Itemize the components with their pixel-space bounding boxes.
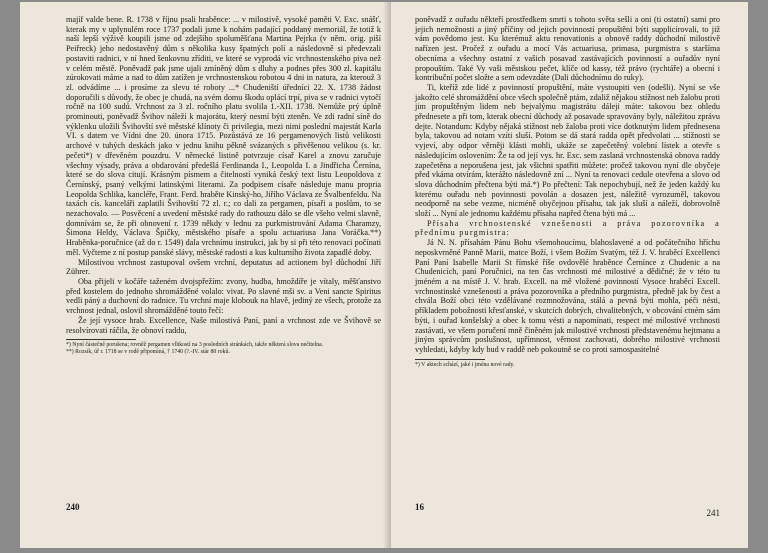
left-paragraph-1: majíf valde bene. R. 1738 v říjnu psali hraběnce: ... v milostivě, vysoké paměti V. Exc. snášť, kterak my v uplynulém roce 1737 podali jsme k nohám padající poddaný memoriál, že totiž k naší lepší výživě koupili jsme od zdejšího spoluměšťana Martina Pejrka (v něm. orig. piší Peiřreck) jeho nedostavěný dům s několika kusy špatných polí a následovně si předevzali postaviti radnici, v ní hned šenkovnu zříditi, ve které se vyprodá víc vrchnostenského piva než v celém městě. Poněvadž pak jsme ujali zmíněný dům s dluhy a podnes přes 300 zl. kapitálu zúrokovati máme a nad to dům zatížen je vrchnostenskou robotou 4 dni in natura, za kterouž 3 zl. odvádíme ... i prosíme za slevu té roboty ...* Chudeniští úředníci 22. X. 1738 žádost doporučili s důvody, že obec je chudá, na svém domu škodu oplácí trpí, piva se v radnici vytočí ročně na 100 sudů. Vrchnost za 3 zl. ročního platu svolila 1.-XII. 1738. Nemůže prý úplně prominouti, poněvadž Švihov náleží k majorátu, který nesmí býti zteněn. Ve zdi radní síně do výklenku uložili Švihovští své městské klínoty či privilegia, mezi nimi poslední majestát Karla VI. s datem ve Vídni dne 20. února 1715. Pozůstává ze 16 pergamenových listů velikosti archové v tuhých deskách jako v jednu knihu pěkně svázaných s přivěšenou velikou (s. kr. pečetí*) v dřevěném pouzdru. V německé listině potvrzuje císař Karel a znovu zaručuje všechny výsady, práva a obdarování předešlá Ferdinanda I., Leopolda I. a Jindřicha Černína, které se do slova citují. Krásným písmem a čitelností vyniká český text listu Leopoldova z Černínský, psaný velkými latinskými literami. Za podpisem císaře následuje manu propria Leopolda Schlika, kancléře, Frant. Ferd. hraběte Kinský-ho, Jiřího Václava ze Švalbenfeldu. Na taxách cís. kanceláři zaplatili Švihovští 72 zl. r.; co dali za pergamen, písaři a poslům, to se nezachovalo. — Posvěcení a uvedení městské rady do rathouzu dálo se dle všeho velmi slavně, domnívám se, že při obnovení r. 1739 někdy v lednu za purkmistrování Adama Charamzy, Šimona Heldy, Václava Špičky, městského písaře a spolu actuariusa Jana Voráčka.**) Hraběnka-poručnice (až do r. 1549) dala vrchnímu instrukci, jak by si při této renovaci počínati měl. Vyčteme z ní postup panské slávy, městské radosti a kus kulturního života zapadlé doby. — [66, 15, 381, 257]
right-footnote-rule — [415, 359, 485, 360]
left-paragraph-2: Milostivou vrchnost zastupoval ovšem vrchní, deputatus ad actionem byl důchodní Jiří Zührer. — [66, 257, 381, 277]
right-paragraph-2: Ti, kteříž zde lidé z povinností propuštění, máte vystoupiti ven (odešli). Nyní se vše jakožto celé shromáždění obce všech společně ptám, zdaliž nějakou stížnost neb žalobu proti jim propuštěným lidem neb bejvalýmu magistrátu dáleji máte: takovou bez ohledu přednesete a při tom, kterak obecní důchody až posavade spravovány byly, náležitou zprávu dejte. Notandum: Kdyby nějaká stížnost neb žaloba proti více dotknutým lidem přednesena byla, takovou ad notam vzíti sluší. Potom se dá stará radda opět předvolati ... stížnosti se vyjeví, aby odpor věrněji klásti mohli, ukáže se zapečetěný volební lístek a otevře s následujícím oslovením: Že ta od její vys. hr. Exc. sem zaslaná vrchnostenská obnova raddy zapečetěna a neporušena jest, jak všichni spatřiti můžete: pročež takovou nyní dle obyčeje před vkáma otvírám, kterážto následovně zní ... Nyní ta renovaci cedule otevřena a slovo od slova důchodním přečtena býti má.*) Po přečtení: Tak nepochybují, než že jeden každý ku kterému ouřadu neb povinnosti povolán a dosazen jest, náležitě vyrozuměl, takovou neodporně na sebe vezme, nicméně obyčejnou přísahu, tak jak sluší a náleží, dobrovolně složí ... Nyní ale jednomu každému přísaha napřed čtena býti má ... — [415, 82, 720, 219]
right-paragraph-3: Přísaha vrchnostenské vznešenosti a práva pozorovníka a přednímu purgmistra: — [415, 218, 720, 238]
right-body-text — [415, 15, 720, 355]
left-footnote-2: **) Rozsík, úř r. 1718 se v rodě připomíná, † 1740 (?.-IV. stár 80 roků. — [66, 349, 230, 356]
left-footnote-rule — [66, 339, 136, 340]
left-page — [20, 2, 391, 548]
left-footnote-1: *) Nyní částečně porušena; rovněž pergamen vlhkostí na 3 posledních stránkách, takže některá slova nečitelna. — [66, 342, 324, 349]
left-page-number: 240 — [66, 502, 80, 512]
left-body-text — [66, 15, 381, 335]
right-paragraph-4: Já N. N. přísahám Pánu Bohu všemohoucímu, blahoslavené a od počátečního hříchu neposkvrněné Panně Marii, matce Boží, i všem Božím Svatým, též J. V. hraběcí Excellenci Paní Paní Isabelle Marii St římské říše ovdovělé hraběnce Černínce z Chudenic a na Chudenicích, paní Poručnici, na ten čas vrchnosti mé milostivé a dědičné; že v této tu jméném a na místě J. V. hrab. Excell. na mě vložené povinností Vysoce hraběcí Excell. vrchnostinské vznešenosti a práva pozorovníka a předního purgmistra, předně jak by čest a chvála Boží obci této vzdělávané rozmnožována, stálá a pevná býti mohla, péči nésti, příkladem pobožnosti křesťanské, v skutcích dobrých, chvalitebných, v obcování ctném sám býti, i ouřad konšelský a obec k tomu vésti a napomínati, respect mé milostivé vrchnosti zastávati, ve všem poručení mně činěném jak milostivé vrchnosti představenému hejtmanu a jiným správcům poslušnost, upřímnost, věrnost zachovati, dobrého milostivé vrchnosti vyhledati, kdyby kdy bud v raddě neb pokoutně se co proti samospasitelné — [415, 238, 720, 354]
left-paragraph-3: Oba přijeli v kočáře taženém dvojspřežím: zvony, hudba, hmoždíře je vítaly, měšťanstvo před kostelem do jednoho shromážděné volalo: vivat. Po slavné mši sv. a Veni sancte Spiritus vedli páný a duchovní do radnice. Tu vrchní maje klobouk na hlavě, jediný ze všech, protože za vrchnost jednal, oslovil shromážděné touto řečí: — [66, 276, 381, 316]
right-page-number: 16 — [415, 502, 424, 512]
right-page-number-secondary: 241 — [706, 508, 720, 518]
right-page — [391, 2, 748, 548]
left-paragraph-4: Že její vysoce hrab. Excellence, Naše milostivá Paní, paní a vrchnost zde ve Švihově se resolvírovati ráčila, že obnoví raddu, — [66, 315, 381, 335]
right-footnote-1: *) V aktech schází, jaké i jména nové rady. — [415, 361, 515, 368]
right-paragraph-1: poněvadž z ouřadu někteří prostředkem smrti s tohoto světa sešli a oni (ti ostatní) sami pro jejich nemožnosti a jiný příčiny od jejich povinností propuštěni býti supplicírovali, to již vám povědomo jest. Ku kterémuž aktu renovationis a obnově raddy důchodní milostivě nařízen jest. Pročež z ouřadu a mocí Vás actuariusa, primasa, purgmistra s staršíma obecníma a všechny ostatní z vašich posavad zastávajících povinností a ouřadův nyní propouštím. Také Vy vaši městskou pečet, klíče od kassy, též právo (rychtáře) a obecní i kontribuční počet složte a sem odevzdáte (Dali důchodnímu do ruky). — [415, 15, 720, 83]
